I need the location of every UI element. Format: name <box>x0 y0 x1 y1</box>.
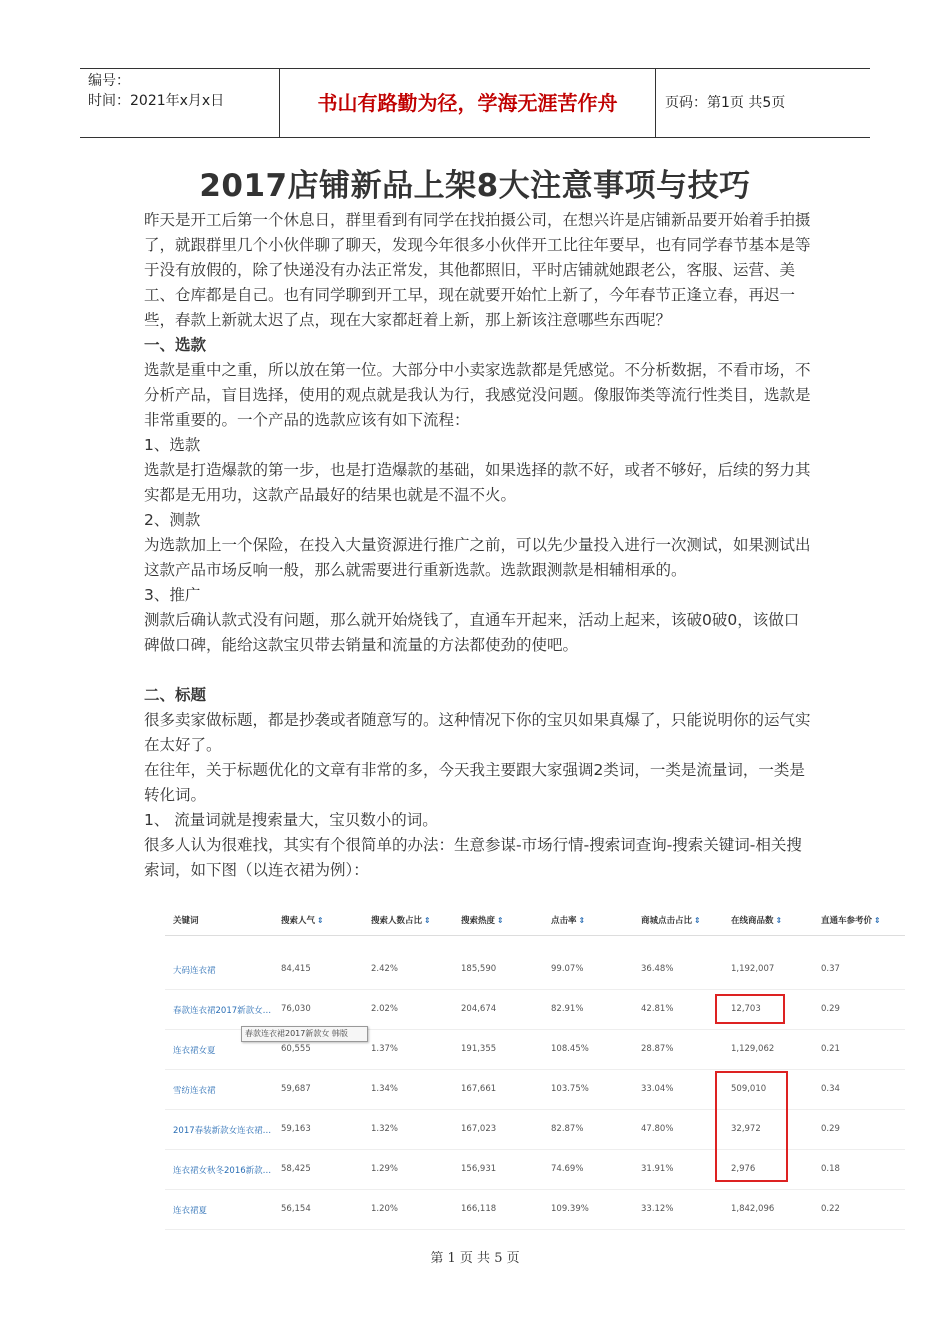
table-cell: 2,976 <box>731 1164 756 1174</box>
number-label: 编号： <box>88 73 130 89</box>
document-title: 2017店铺新品上架8大注意事项与技巧 <box>199 168 751 204</box>
sort-icon: ⇕ <box>578 916 586 925</box>
table-cell: 59,163 <box>281 1124 311 1134</box>
table-cell: 185,590 <box>461 964 497 974</box>
table-cell: 1.29% <box>371 1164 399 1174</box>
header-motto: 书山有路勤为径，学海无涯苦作舟 <box>280 69 656 137</box>
table-cell: 509,010 <box>731 1084 767 1094</box>
table-cell: 204,674 <box>461 1004 497 1014</box>
table-cell: 103.75% <box>551 1084 589 1094</box>
document-header <box>80 68 870 138</box>
table-cell: 1,192,007 <box>731 964 775 974</box>
keyword-link[interactable]: 连衣裙夏 <box>173 1206 208 1216</box>
paragraph: 很多人认为很难找，其实有个很简单的办法：生意参谋-市场行情-搜索词查询-搜索关键词-相关搜索词，如下图（以连衣裙为例）： <box>144 836 802 879</box>
column-header[interactable]: 直通车参考价 ⇕ <box>821 916 881 926</box>
table-cell: 56,154 <box>281 1204 311 1214</box>
column-header: 关键词 <box>173 916 199 926</box>
keyword-link[interactable]: 春款连衣裙2017新款女… <box>173 1006 272 1016</box>
table-cell: 58,425 <box>281 1164 311 1174</box>
table-cell: 1.37% <box>371 1044 399 1054</box>
table-row <box>165 1069 905 1110</box>
column-header[interactable]: 在线商品数 ⇕ <box>731 916 783 926</box>
time-label: 时间：2021年x月x日 <box>88 93 225 109</box>
highlight-box <box>715 1071 788 1182</box>
table-row <box>165 949 905 990</box>
table-row <box>165 1109 905 1150</box>
keyword-table <box>165 905 905 1225</box>
table-cell: 1,842,096 <box>731 1204 775 1214</box>
table-cell: 32,972 <box>731 1124 761 1134</box>
header-page-info: 页码：第1页 共5页 <box>665 95 786 111</box>
sort-icon: ⇕ <box>874 916 881 925</box>
table-row <box>165 1189 905 1230</box>
header-meta <box>80 69 280 137</box>
table-cell: 33.04% <box>641 1084 674 1094</box>
table-cell: 109.39% <box>551 1204 589 1214</box>
table-cell: 108.45% <box>551 1044 589 1054</box>
table-row <box>165 989 905 1030</box>
table-cell: 0.34 <box>821 1084 840 1094</box>
highlight-box <box>715 994 785 1024</box>
keyword-link[interactable]: 雪纺连衣裙 <box>173 1086 216 1096</box>
spacer <box>144 658 812 683</box>
table-cell: 2.02% <box>371 1004 399 1014</box>
table-cell: 167,023 <box>461 1124 497 1134</box>
keyword-link[interactable]: 2017春装新款女连衣裙… <box>173 1126 272 1136</box>
table-cell: 0.29 <box>821 1004 840 1014</box>
table-cell: 191,355 <box>461 1044 497 1054</box>
subheading: 3、推广 <box>144 586 201 604</box>
table-cell: 74.69% <box>551 1164 584 1174</box>
column-header[interactable]: 搜索人气 ⇕ <box>281 916 324 926</box>
column-header[interactable]: 点击率 ⇕ <box>551 916 586 926</box>
page-footer: 第 1 页 共 5 页 <box>430 1251 520 1266</box>
sort-icon: ⇕ <box>424 916 431 925</box>
paragraph: 选款是打造爆款的第一步，也是打造爆款的基础，如果选择的款不好，或者不够好，后续的努力其实都是无用功，这款产品最好的结果也就是不温不火。 <box>144 461 811 504</box>
table-cell: 167,661 <box>461 1084 497 1094</box>
table-cell: 42.81% <box>641 1004 674 1014</box>
table-cell: 166,118 <box>461 1204 497 1214</box>
table-cell: 36.48% <box>641 964 674 974</box>
sort-icon: ⇕ <box>694 916 701 925</box>
table-cell: 0.22 <box>821 1204 840 1214</box>
keyword-link[interactable]: 大码连衣裙 <box>173 966 216 976</box>
table-cell: 99.07% <box>551 964 584 974</box>
table-cell: 28.87% <box>641 1044 674 1054</box>
paragraph: 为选款加上一个保险，在投入大量资源进行推广之前，可以先少量投入进行一次测试，如果测试出这款产品市场反响一般，那么就需要进行重新选款。选款跟测款是相辅相承的。 <box>144 536 811 579</box>
sort-icon: ⇕ <box>497 916 504 925</box>
section-heading-2: 二、标题 <box>144 686 207 704</box>
section-heading-1: 一、选款 <box>144 336 207 354</box>
column-header[interactable]: 搜索人数占比 ⇕ <box>371 916 431 926</box>
table-cell: 1,129,062 <box>731 1044 775 1054</box>
table-cell: 0.18 <box>821 1164 840 1174</box>
table-cell: 1.34% <box>371 1084 399 1094</box>
sort-icon: ⇕ <box>775 916 783 925</box>
subheading: 1、选款 <box>144 436 201 454</box>
table-cell: 82.91% <box>551 1004 584 1014</box>
table-cell: 0.37 <box>821 964 840 974</box>
table-cell: 60,555 <box>281 1044 311 1054</box>
keyword-tooltip: 春款连衣裙2017新款女 韩版 <box>241 1026 368 1042</box>
table-row <box>165 1149 905 1190</box>
document-body <box>144 208 812 883</box>
paragraph: 选款是重中之重，所以放在第一位。大部分中小卖家选款都是凭感觉。不分析数据，不看市场，不分析产品，盲目选择，使用的观点就是我认为行，我感觉没问题。像服饰类等流行性类目，选款是非常重要的。一个产品的选款应该有如下流程： <box>144 361 811 429</box>
table-cell: 59,687 <box>281 1084 311 1094</box>
paragraph: 1、 流量词就是搜索量大，宝贝数小的词。 <box>144 811 438 829</box>
table-cell: 1.32% <box>371 1124 399 1134</box>
table-cell: 76,030 <box>281 1004 311 1014</box>
keyword-link[interactable]: 连衣裙女夏 <box>173 1046 216 1056</box>
table-cell: 12,703 <box>731 1004 761 1014</box>
keyword-link[interactable]: 连衣裙女秋冬2016新款… <box>173 1166 272 1176</box>
table-cell: 31.91% <box>641 1164 674 1174</box>
table-cell: 2.42% <box>371 964 399 974</box>
table-cell: 84,415 <box>281 964 311 974</box>
column-header[interactable]: 商城点击占比 ⇕ <box>641 916 701 926</box>
table-cell: 1.20% <box>371 1204 399 1214</box>
subheading: 2、测款 <box>144 511 201 529</box>
column-header[interactable]: 搜索热度 ⇕ <box>461 916 504 926</box>
table-cell: 0.29 <box>821 1124 840 1134</box>
paragraph: 测款后确认款式没有问题，那么就开始烧钱了，直通车开起来，活动上起来，该破0破0，该做口碑做口碑，能给这款宝贝带去销量和流量的方法都使劲的使吧。 <box>144 611 800 654</box>
paragraph-intro: 昨天是开工后第一个休息日，群里看到有同学在找拍摄公司，在想兴许是店铺新品要开始着手拍摄了，就跟群里几个小伙伴聊了聊天，发现今年很多小伙伴开工比往年要早，也有同学春节基本是等于没有放假的，除了快递没有办法正常发，其他都照旧，平时店铺就她跟老公，客服、运营、美工、仓库都是自己。也有同学聊到开工早，现在就要开始忙上新了，今年春节正逢立春，再迟一些，春款上新就太迟了点，现在大家都赶着上新，那上新该注意哪些东西呢？ <box>144 211 811 329</box>
table-cell: 82.87% <box>551 1124 584 1134</box>
table-cell: 156,931 <box>461 1164 497 1174</box>
table-header <box>165 905 905 936</box>
table-cell: 0.21 <box>821 1044 840 1054</box>
table-cell: 33.12% <box>641 1204 674 1214</box>
paragraph: 在往年，关于标题优化的文章有非常的多，今天我主要跟大家强调2类词，一类是流量词，一类是转化词。 <box>144 761 805 804</box>
sort-icon: ⇕ <box>317 916 324 925</box>
paragraph: 很多卖家做标题，都是抄袭或者随意写的。这种情况下你的宝贝如果真爆了，只能说明你的运气实在太好了。 <box>144 711 811 754</box>
table-cell: 47.80% <box>641 1124 674 1134</box>
